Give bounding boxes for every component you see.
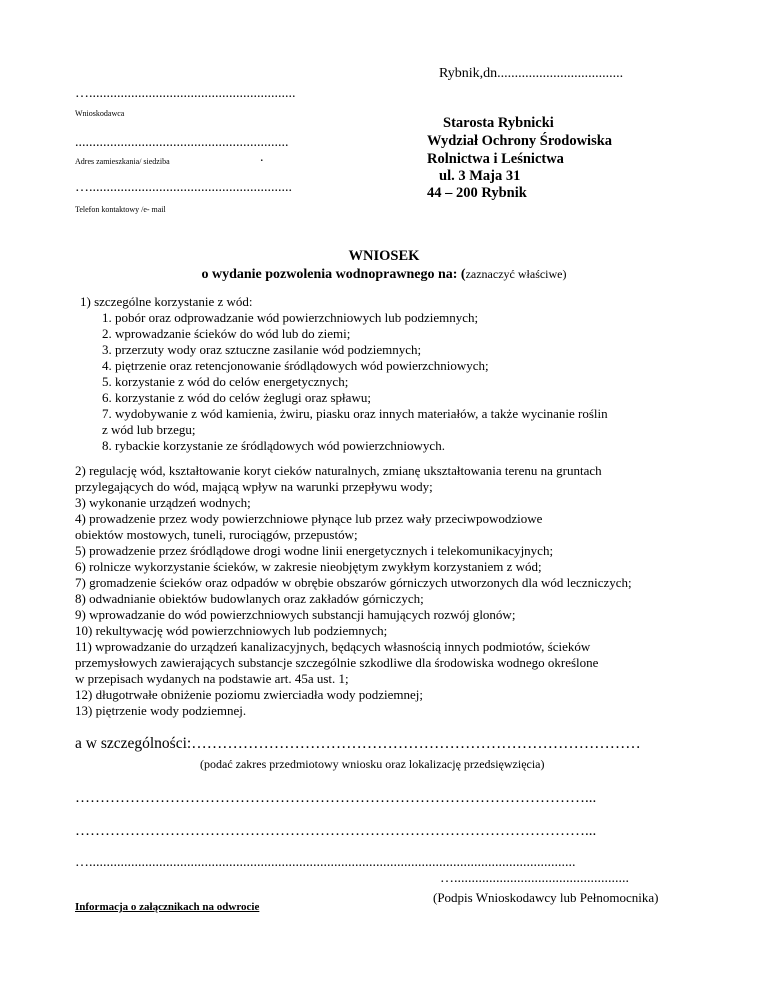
list-item: 5) prowadzenie przez śródlądowe drogi wodne linii energetycznych i telekomunikacyjnych;	[75, 543, 554, 558]
list-item: przemysłowych zawierających substancje szczególnie szkodliwe dla środowiska wodnego określone	[75, 655, 599, 670]
address-line: .............................................................	[75, 135, 289, 150]
list-item: 3) wykonanie urządzeń wodnych;	[75, 495, 251, 510]
detail-line-3[interactable]: …...........................................................................................................................................	[75, 855, 576, 870]
list-item: 6) rolnicze wykorzystanie ścieków, w zakresie nieobjętym zwykłym korzystaniem z wód;	[75, 559, 542, 574]
subtitle-text: o wydanie pozwolenia wodnoprawnego na: (	[201, 267, 466, 282]
place-date-field: Rybnik,dn....................................	[439, 66, 624, 81]
phone-line: …..........................................................	[75, 180, 292, 195]
list-item: 4. piętrzenie oraz retencjonowanie śródlądowych wód powierzchniowych;	[102, 358, 489, 373]
list-item: 3. przerzuty wody oraz sztuczne zasilanie wód podziemnych;	[102, 342, 422, 357]
list-item: 8) odwadnianie obiektów budowlanych oraz zakładów górniczych;	[75, 591, 424, 606]
applicant-label: Wnioskodawca	[75, 109, 125, 118]
list-item: 10) rekultywację wód powierzchniowych lub podziemnych;	[75, 623, 388, 638]
attachments-note: Informacja o załącznikach na odwrocie	[75, 901, 260, 913]
subtitle-note: zaznaczyć właściwe)	[465, 267, 567, 281]
list-item: 4) prowadzenie przez wody powierzchniowe płynące lub przez wały przeciwpowodziowe	[75, 511, 543, 526]
list-item: przylegających do wód, mającą wpływ na warunki przepływu wody;	[75, 479, 433, 494]
recipient-line-4: ul. 3 Maja 31	[439, 168, 521, 184]
document-title: WNIOSEK	[348, 248, 420, 264]
section1-heading: 1) szczególne korzystanie z wód:	[80, 294, 253, 309]
detail-dots: ……………………………………………………………………………	[191, 735, 641, 752]
signature-label: (Podpis Wnioskodawcy lub Pełnomocnika)	[433, 890, 659, 905]
list-item: obiektów mostowych, tuneli, rurociągów, przepustów;	[75, 527, 358, 542]
signature-line[interactable]: …..................................................	[440, 871, 629, 886]
list-item: 1. pobór oraz odprowadzanie wód powierzchniowych lub podziemnych;	[102, 310, 479, 325]
detail-label: a w szczególności:	[75, 735, 192, 752]
document-subtitle	[0, 265, 768, 283]
list-item: 12) długotrwałe obniżenie poziomu zwierciadła wody podziemnej;	[75, 687, 423, 702]
recipient-line-3: Rolnictwa i Leśnictwa	[427, 151, 564, 167]
list-item: w przepisach wydanych na podstawie art. 45a ust. 1;	[75, 671, 349, 686]
list-item: 9) wprowadzanie do wód powierzchniowych substancji hamujących rozwój glonów;	[75, 607, 516, 622]
detail-hint: (podać zakres przedmiotowy wniosku oraz lokalizację przedsięwzięcia)	[200, 757, 545, 771]
recipient-line-1: Starosta Rybnicki	[443, 115, 554, 131]
list-item: 13) piętrzenie wody podziemnej.	[75, 703, 247, 718]
list-item: z wód lub brzegu;	[102, 422, 196, 437]
list-item: 8. rybackie korzystanie ze śródlądowych wód powierzchniowych.	[102, 438, 445, 453]
list-item: 5. korzystanie z wód do celów energetycznych;	[102, 374, 349, 389]
phone-label: Telefon kontaktowy /e- mail	[75, 205, 166, 214]
list-item: 7. wydobywanie z wód kamienia, żwiru, piasku oraz innych materiałów, a także wycinanie roślin	[102, 406, 608, 421]
list-item: 2) regulację wód, kształtowanie koryt cieków naturalnych, zmianę ukształtowania terenu na gruntach	[75, 463, 602, 478]
list-item: 6. korzystanie z wód do celów żeglugi oraz spławu;	[102, 390, 371, 405]
recipient-line-2: Wydział Ochrony Środowiska	[427, 133, 613, 149]
applicant-line: …...........................................................	[75, 86, 296, 101]
detail-line-2[interactable]: …………………………………………………………………………………………...	[75, 823, 597, 839]
detail-field[interactable]	[75, 735, 641, 753]
address-dot: .	[260, 150, 264, 165]
recipient-line-5: 44 – 200 Rybnik	[427, 185, 527, 201]
detail-line-1[interactable]: …………………………………………………………………………………………...	[75, 790, 597, 806]
list-item: 11) wprowadzanie do urządzeń kanalizacyjnych, będących własnością innych podmiotów, ścieków	[75, 639, 591, 654]
list-item: 2. wprowadzanie ścieków do wód lub do ziemi;	[102, 326, 351, 341]
list-item: 7) gromadzenie ścieków oraz odpadów w obrębie obszarów górniczych utworzonych dla wód leczniczych;	[75, 575, 632, 590]
address-label: Adres zamieszkania/ siedziba	[75, 157, 170, 166]
